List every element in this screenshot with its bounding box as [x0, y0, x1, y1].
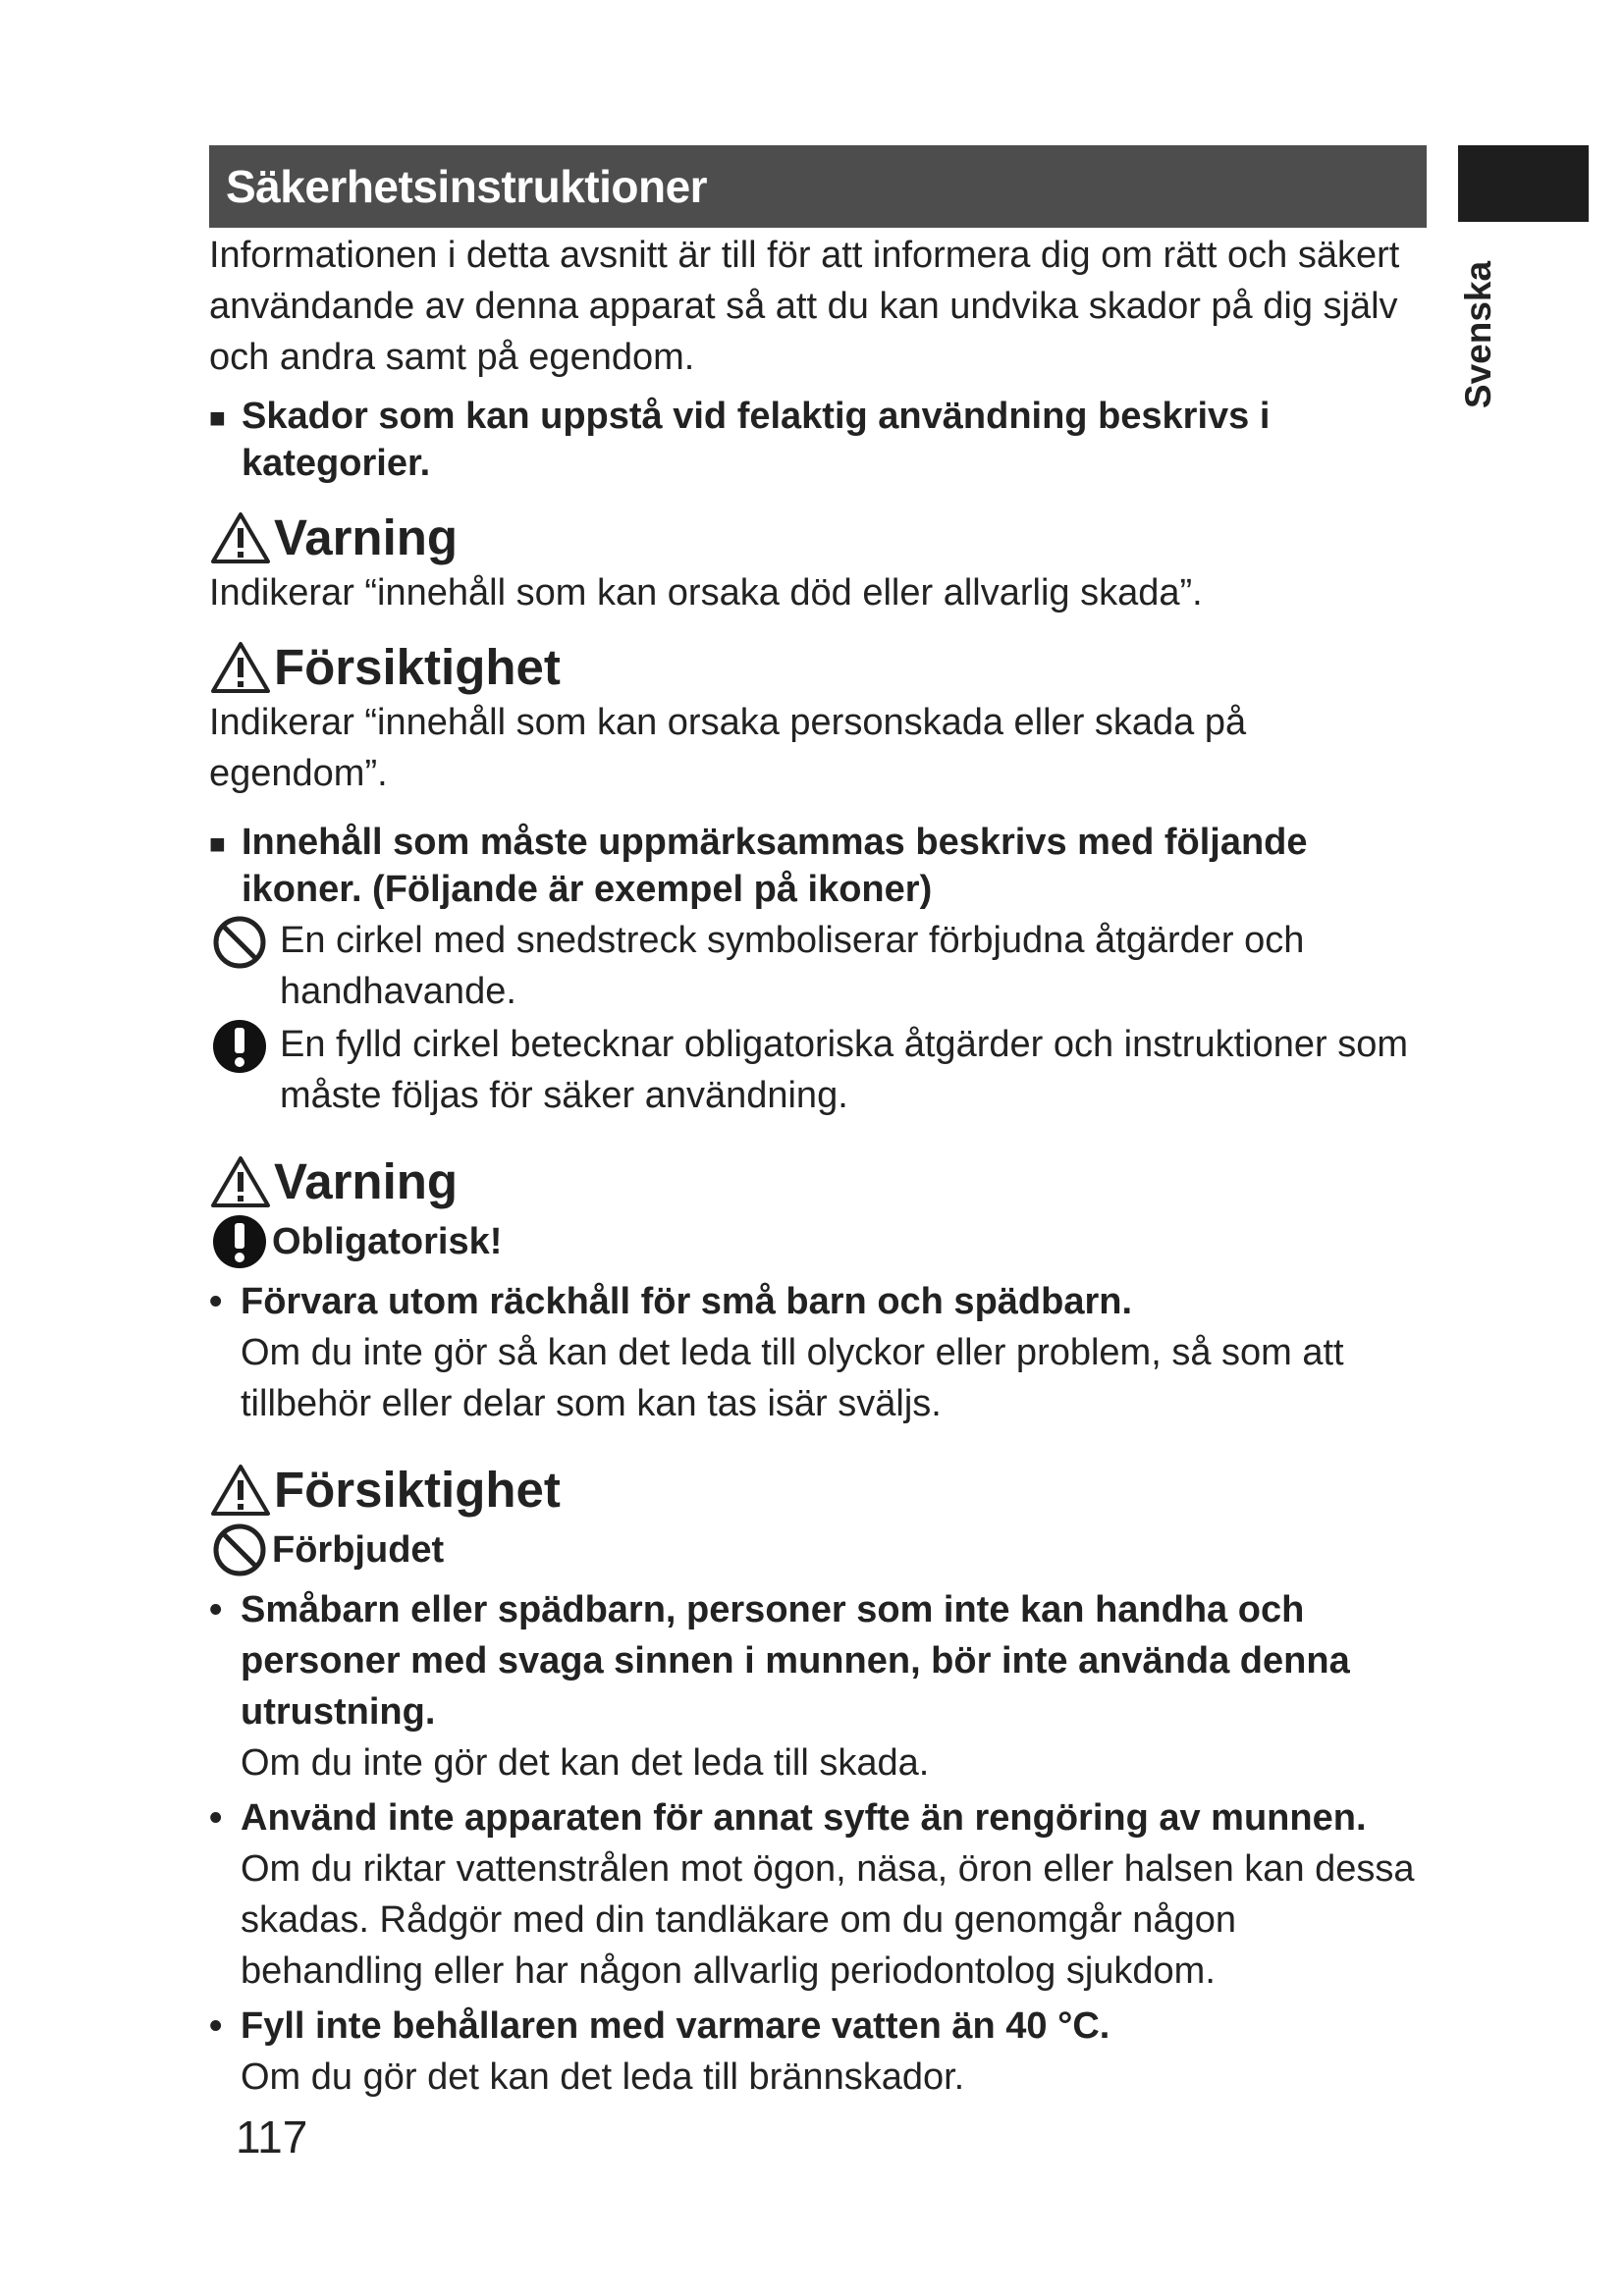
list-item-title: Använd inte apparaten för annat syfte än rengöring av munnen. — [241, 1797, 1367, 1839]
warning-triangle-icon — [209, 510, 272, 565]
mandatory-label-text: Obligatorisk! — [272, 1221, 503, 1262]
categories-heading — [209, 393, 1427, 487]
prohibited-label-text: Förbjudet — [272, 1529, 445, 1571]
mandatory-desc: En fylld cirkel betecknar obligatoriska åtgärder och instruktioner som måste följas för säker användning. — [280, 1024, 1408, 1116]
bullet-dot: • — [209, 1797, 223, 1839]
warning-section-title-text: Varning — [274, 1153, 459, 1209]
legend-warning-desc: Indikerar “innehåll som kan orsaka död eller allvarlig skada”. — [209, 572, 1203, 614]
caution-section-title-text: Försiktighet — [274, 1462, 561, 1518]
square-bullet: ■ — [209, 402, 226, 433]
legend-caution-title-text: Försiktighet — [274, 639, 561, 695]
list-item-title: Småbarn eller spädbarn, personer som inte kan handha och personer med svaga sinnen i munnen, bör inte använda denna utrustning. — [241, 1589, 1350, 1733]
language-label-text: Svenska — [1458, 260, 1498, 409]
icons-heading — [209, 819, 1427, 913]
categories-heading-text: Skador som kan uppstå vid felaktig användning beskrivs i kategorier. — [242, 396, 1271, 484]
prohibited-icon-row — [209, 915, 1427, 1017]
intro-paragraph: Informationen i detta avsnitt är till för att informera dig om rätt och säkert användande av denna apparat så att du kan undvika skador på dig själv och andra samt på egendom. — [209, 235, 1400, 378]
legend-caution-desc: Indikerar “innehåll som kan orsaka personskada eller skada på egendom”. — [209, 702, 1247, 794]
legend-warning-title-text: Varning — [274, 509, 459, 565]
main-content — [209, 230, 1427, 2103]
prohibited-label — [209, 1520, 1427, 1580]
legend-warning-title — [209, 508, 1427, 567]
language-tab — [1458, 145, 1589, 222]
caution-section-title — [209, 1461, 1427, 1520]
list-item — [209, 1276, 1427, 1429]
prohibited-icon — [209, 912, 270, 973]
warning-section-title — [209, 1152, 1427, 1211]
list-item-title: Förvara utom räckhåll för små barn och spädbarn. — [241, 1281, 1133, 1322]
page-number: 117 — [236, 2111, 308, 2163]
section-title: Säkerhetsinstruktioner — [226, 161, 708, 212]
list-item — [209, 1584, 1427, 1789]
list-item — [209, 1792, 1427, 1997]
list-item-text: Om du inte gör det kan det leda till skada. — [241, 1742, 930, 1784]
mandatory-icon-row — [209, 1019, 1427, 1121]
prohibited-desc: En cirkel med snedstreck symboliserar förbjudna åtgärder och handhavande. — [280, 920, 1305, 1012]
list-item-title: Fyll inte behållaren med varmare vatten än 40 °C. — [241, 2005, 1110, 2047]
prohibited-icon — [209, 1520, 270, 1580]
icons-heading-text: Innehåll som måste uppmärksammas beskrivs med följande ikoner. (Följande är exempel på ikoner) — [242, 822, 1308, 910]
bullet-dot: • — [209, 1589, 223, 1630]
list-item-text: Om du inte gör så kan det leda till olyckor eller problem, så som att tillbehör eller delar som kan tas isär sväljs. — [241, 1332, 1344, 1424]
mandatory-label — [209, 1211, 1427, 1272]
list-item-text: Om du gör det kan det leda till brännskador. — [241, 2056, 965, 2098]
bullet-dot: • — [209, 2005, 223, 2047]
legend-caution-title — [209, 638, 1427, 697]
section-title-bar — [209, 145, 1427, 228]
mandatory-icon — [209, 1211, 270, 1272]
square-bullet: ■ — [209, 828, 226, 859]
list-item — [209, 2001, 1427, 2103]
bullet-dot: • — [209, 1281, 223, 1322]
language-label — [1447, 251, 1510, 418]
warning-triangle-icon — [209, 1154, 272, 1209]
warning-triangle-icon — [209, 1463, 272, 1518]
list-item-text: Om du riktar vattenstrålen mot ögon, näsa, öron eller halsen kan dessa skadas. Rådgör med din tandläkare om du genomgår någon behandling eller har någon allvarlig periodontolog sjukdom. — [241, 1848, 1415, 1992]
warning-triangle-icon — [209, 640, 272, 695]
mandatory-icon — [209, 1016, 270, 1077]
